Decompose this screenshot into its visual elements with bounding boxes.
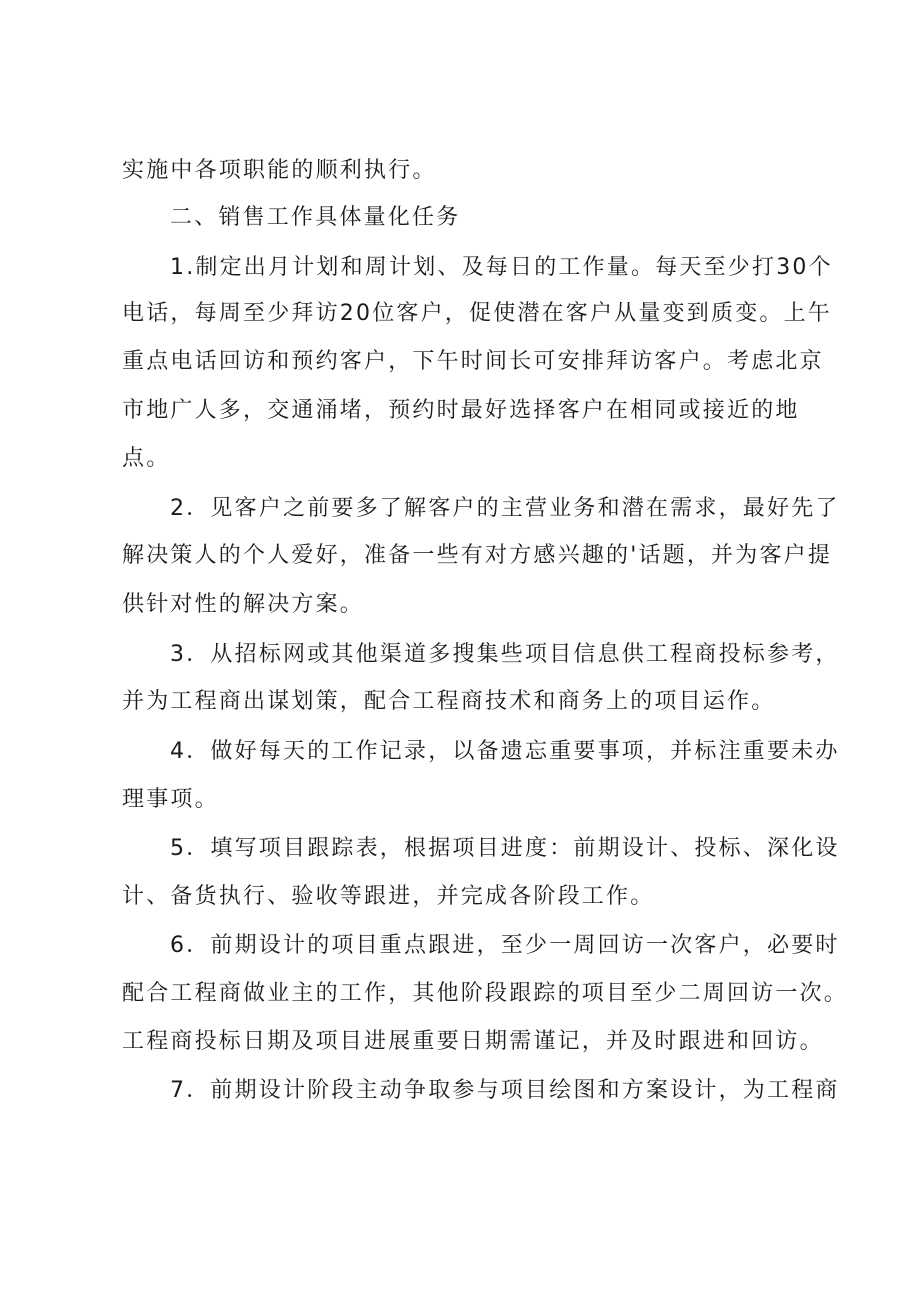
- text-line: 配合工程商做业主的工作，其他阶段跟踪的项目至少二周回访一次。: [122, 981, 849, 1006]
- text-line: 理事项。: [122, 787, 219, 812]
- section-heading: 二、销售工作具体量化任务: [170, 205, 461, 230]
- text-line: 重点电话回访和预约客户，下午时间长可安排拜访客户。考虑北京: [122, 349, 824, 374]
- text-line: 计、备货执行、验收等跟进，并完成各阶段工作。: [122, 884, 655, 909]
- text-line: 工程商投标日期及项目进展重要日期需谨记，并及时跟进和回访。: [122, 1029, 824, 1054]
- text-line: 电话，每周至少拜访20位客户，促使潜在客户从量变到质变。上午: [122, 301, 832, 326]
- text-line: 5．填写项目跟踪表，根据项目进度：前期设计、投标、深化设: [170, 836, 840, 861]
- text-line: 3．从招标网或其他渠道多搜集些项目信息供工程商投标参考，: [170, 642, 840, 667]
- text-line: 6．前期设计的项目重点跟进，至少一周回访一次客户，必要时: [170, 933, 840, 958]
- text-line: 实施中各项职能的顺利执行。: [122, 158, 437, 183]
- text-line: 市地广人多，交通涌堵，预约时最好选择客户在相同或接近的地: [122, 398, 800, 423]
- text-line: 供针对性的解决方案。: [122, 592, 365, 617]
- text-line: 1.制定出月计划和周计划、及每日的工作量。每天至少打30个: [170, 255, 833, 280]
- text-line: 点。: [122, 446, 171, 471]
- text-line: 4．做好每天的工作记录，以备遗忘重要事项，并标注重要未办: [170, 739, 840, 764]
- text-line: 解决策人的个人爱好，准备一些有对方感兴趣的'话题，并为客户提: [122, 543, 833, 568]
- text-line: 并为工程商出谋划策，配合工程商技术和商务上的项目运作。: [122, 689, 776, 714]
- text-line: 7．前期设计阶段主动争取参与项目绘图和方案设计，为工程商: [170, 1078, 840, 1103]
- text-line: 2．见客户之前要多了解客户的主营业务和潜在需求，最好先了: [170, 496, 840, 521]
